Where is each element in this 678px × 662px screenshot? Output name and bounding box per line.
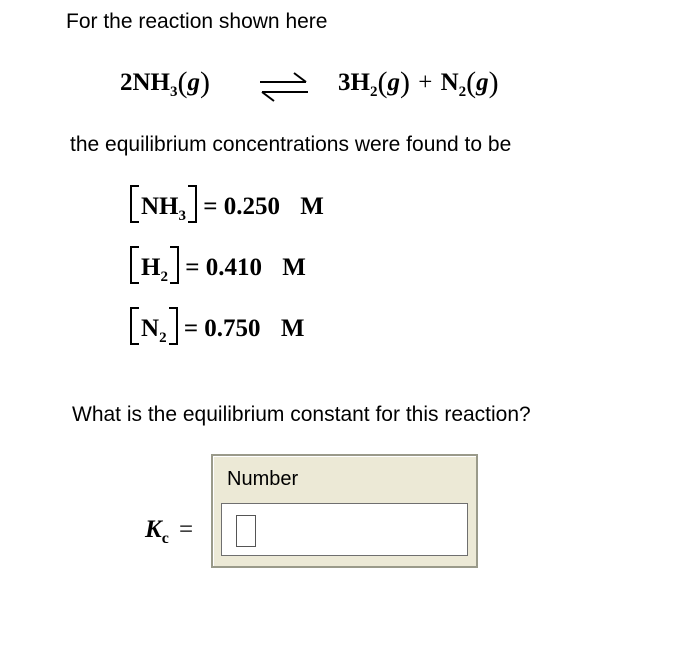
- kc-symbol: K: [145, 516, 162, 543]
- species-subscript: 3: [178, 208, 186, 224]
- intro-text: For the reaction shown here: [66, 10, 328, 33]
- species-label: H: [141, 254, 161, 281]
- species-label: N: [141, 315, 160, 342]
- concentration-value: = 0.250: [203, 193, 280, 220]
- reaction-products: $3H_2(g) + N_2(g)$: [338, 66, 499, 100]
- species-label: NH: [141, 193, 179, 220]
- reactant-subscript: 3: [170, 84, 178, 100]
- concentration-unit: M: [280, 315, 305, 342]
- species-subscript: 2: [160, 269, 168, 285]
- text-cursor-icon: [236, 515, 256, 547]
- kc-subscript: c: [161, 530, 169, 547]
- product1-formula: H: [350, 69, 370, 96]
- species-subscript: 2: [159, 330, 167, 346]
- product1-coefficient: 3: [338, 69, 351, 96]
- question-text: What is the equilibrium constant for this reaction?: [72, 403, 531, 426]
- concentration-value: = 0.750: [183, 315, 261, 342]
- kc-label: [145, 516, 194, 547]
- product2-subscript: 2: [458, 84, 467, 100]
- concentration-nh3: [130, 185, 324, 223]
- concentration-h2: [130, 246, 306, 284]
- number-label: Number: [227, 468, 299, 490]
- concentration-value: = 0.410: [185, 254, 262, 281]
- equilibrium-text: the equilibrium concentrations were found to be: [70, 133, 512, 156]
- concentration-n2: [130, 307, 304, 345]
- kc-equals: =: [179, 516, 194, 543]
- reactant-formula: NH: [132, 69, 170, 96]
- product1-subscript: 2: [369, 84, 378, 100]
- reactant-coefficient: 2: [120, 69, 133, 96]
- reaction-equation: $2NH_3(g)$: [120, 66, 210, 100]
- concentration-unit: M: [282, 254, 306, 281]
- reactant-phase: g: [187, 69, 200, 96]
- equilibrium-arrows-icon: [256, 70, 312, 102]
- concentration-unit: M: [300, 193, 324, 220]
- product2-phase: g: [476, 69, 489, 96]
- product2-formula: N: [440, 69, 459, 96]
- product1-phase: g: [387, 69, 400, 96]
- plus-sign: +: [418, 69, 433, 96]
- number-input[interactable]: [221, 503, 468, 556]
